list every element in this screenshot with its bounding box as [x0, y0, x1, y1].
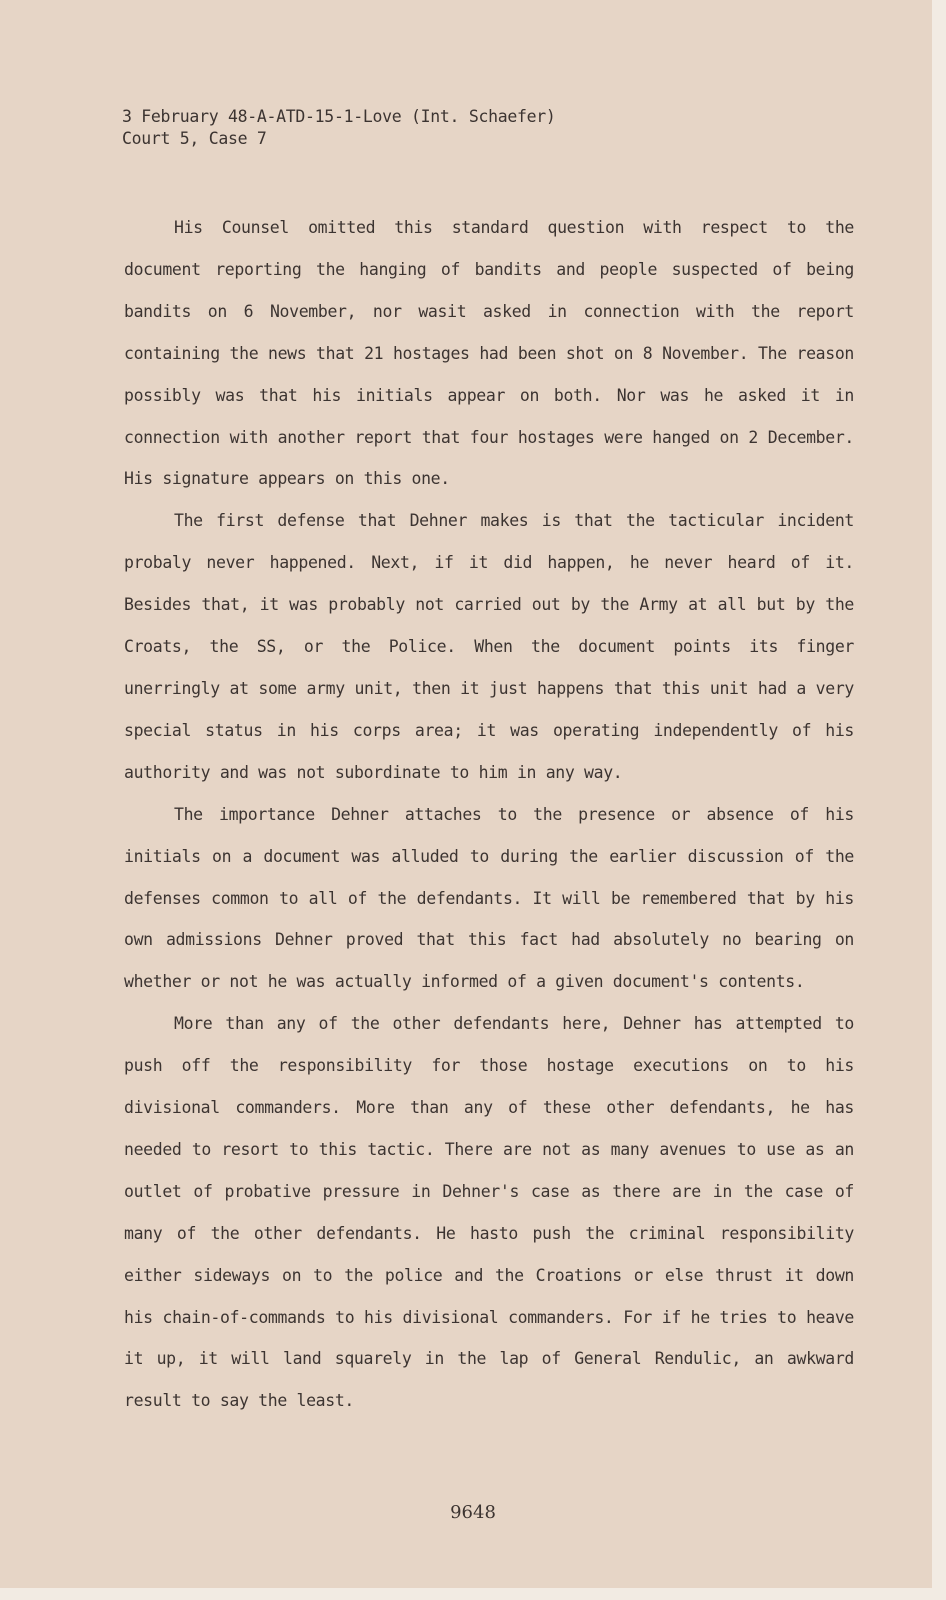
header-court-line: Court 5, Case 7 [122, 129, 267, 148]
paragraph-2: The first defense that Dehner makes is that the tacticular incident probaly never happened. Next, if it did happen, he never heard of it. Besides that, it was probably not carried out by the Army at all but by the Croats, the SS, or the Police. When the document points its finger unerringly at some army unit, then it just happens that this unit had a very special status in his corps area; it was operating independently of his authority and was not subordinate to him in any way. [124, 511, 854, 782]
paper-edge-bottom [0, 1588, 946, 1600]
document-header [122, 106, 556, 150]
paragraph-4: More than any of the other defendants here, Dehner has attempted to push off the responsibility for those hostage executions on to his divisional commanders. More than any of these other defendants, he has needed to resort to this tactic. There are not as many avenues to use as an outlet of probative pressure in Dehner's case as there are in the case of many of the other defendants. He hasto push the criminal responsibility either sideways on to the police and the Croations or else thrust it down his chain-of-commands to his divisional commanders. For if he tries to heave it up, it will land squarely in the lap of General Rendulic, an awkward result to say the least. [124, 1014, 854, 1411]
paragraph-3: The importance Dehner attaches to the presence or absence of his initials on a document was alluded to during the earlier discussion of the defenses common to all of the defendants. It will be remembered that by his own admissions Dehner proved that this fact had absolutely no bearing on whether or not he was actually informed of a given document's contents. [124, 804, 854, 992]
paper-edge-right [932, 0, 946, 1600]
page-number: 9648 [450, 1502, 496, 1523]
document-body [124, 207, 854, 1422]
paragraph-1: His Counsel omitted this standard question with respect to the document reporting the hanging of bandits and people suspected of being bandits on 6 November, nor wasit asked in connection with the report containing the news that 21 hostages had been shot on 8 November. The reason possibly was that his initials appear on both. Nor was he asked it in connection with another report that four hostages were hanged on 2 December. His signature appears on this one. [124, 218, 854, 489]
header-date-line: 3 February 48-A-ATD-15-1-Love (Int. Schaefer) [122, 107, 556, 126]
